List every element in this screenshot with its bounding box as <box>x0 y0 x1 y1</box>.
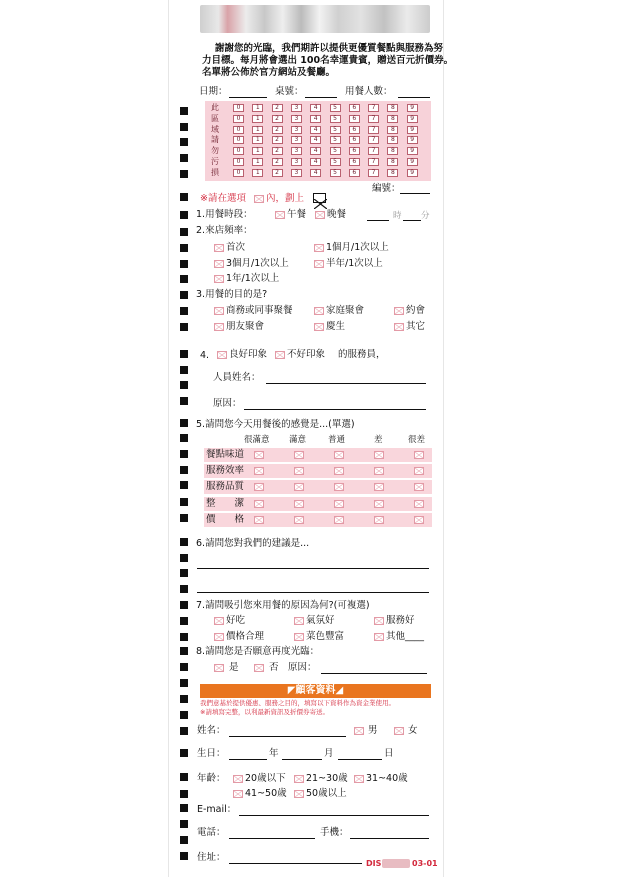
grid-digit-cell[interactable]: 0 <box>233 136 244 144</box>
mobile-input[interactable] <box>350 838 429 839</box>
month-label: 月 <box>324 748 334 759</box>
grid-digit-cell[interactable]: 6 <box>349 169 360 177</box>
grid-digit-cell[interactable]: 8 <box>387 136 398 144</box>
age-4: 50歲以上 <box>306 788 347 799</box>
q5-rating-checkbox[interactable] <box>254 500 264 508</box>
grid-digit-cell[interactable]: 3 <box>291 136 302 144</box>
q5-row-label: 服務品質 <box>206 481 245 493</box>
intro-line-1: 謝謝您的光臨，我們期許以提供更優質餐點與服務為努 <box>215 43 444 54</box>
phone-input[interactable] <box>229 838 315 839</box>
q5-label: 5.請問您今天用餐後的感覺是...(單選) <box>196 419 355 430</box>
customer-note-1: 我們意基於提供優惠、服務之目的，填寫以下資料作為資金業使用。 <box>200 699 395 707</box>
timing-mark <box>180 244 188 252</box>
intro-line-3: 名單將公佈於官方網站及餐廳。 <box>202 67 336 78</box>
grid-digit-cell[interactable]: 1 <box>252 104 263 112</box>
timing-mark <box>180 366 188 374</box>
grid-side-char: 勿 <box>211 146 219 156</box>
q3-opt-0-checkbox[interactable] <box>214 307 224 315</box>
grid-digit-cell[interactable]: 3 <box>291 104 302 112</box>
date-label: 日期： <box>199 86 228 97</box>
q5-rating-checkbox[interactable] <box>334 500 344 508</box>
grid-digit-cell[interactable]: 2 <box>272 147 283 155</box>
q2-opt-2-checkbox[interactable] <box>214 260 224 268</box>
grid-digit-cell[interactable]: 0 <box>233 158 244 166</box>
grid-digit-cell[interactable]: 1 <box>252 115 263 123</box>
timing-mark <box>180 820 188 828</box>
q7-opt-4-checkbox[interactable] <box>294 633 304 641</box>
birth-month-input[interactable] <box>282 759 322 760</box>
grid-digit-cell[interactable]: 9 <box>407 147 418 155</box>
customer-header: ◤顧客資料◢ <box>200 684 431 698</box>
grid-digit-cell[interactable]: 6 <box>349 158 360 166</box>
grid-digit-cell[interactable]: 2 <box>272 104 283 112</box>
grid-side-char: 域 <box>211 124 219 134</box>
grid-digit-cell[interactable]: 1 <box>252 147 263 155</box>
phone-label: 電話： <box>197 827 226 838</box>
grid-digit-cell[interactable]: 4 <box>310 147 321 155</box>
grid-digit-cell[interactable]: 8 <box>387 126 398 134</box>
grid-digit-cell[interactable]: 5 <box>330 136 341 144</box>
timing-mark <box>180 569 188 577</box>
age-0: 20歲以下 <box>245 773 286 784</box>
q5-rating-checkbox[interactable] <box>414 467 424 475</box>
grid-digit-cell[interactable]: 8 <box>387 158 398 166</box>
name-input[interactable] <box>229 736 346 737</box>
q8-reason: 原因： <box>288 662 317 673</box>
q7-opt-3-checkbox[interactable] <box>214 633 224 641</box>
age-1-checkbox[interactable] <box>294 775 304 783</box>
age-3: 41~50歲 <box>245 788 287 799</box>
age-3-checkbox[interactable] <box>233 790 243 798</box>
q2-opt-1-checkbox[interactable] <box>314 244 324 252</box>
q4-bad-checkbox[interactable] <box>275 351 285 359</box>
timing-mark <box>180 804 188 812</box>
timing-mark <box>180 450 188 458</box>
timing-mark <box>180 695 188 703</box>
timing-mark <box>180 749 188 757</box>
grid-digit-cell[interactable]: 7 <box>368 115 379 123</box>
q7-label: 7.請問吸引您來用餐的原因為何?(可複選) <box>196 600 370 611</box>
q8-reason-input[interactable] <box>321 673 427 674</box>
q5-rating-checkbox[interactable] <box>414 451 424 459</box>
address-input[interactable] <box>229 863 362 864</box>
q3-opt-4-checkbox[interactable] <box>314 323 324 331</box>
q5-scale-4: 很差 <box>408 435 426 445</box>
grid-digit-cell[interactable]: 3 <box>291 169 302 177</box>
q1-label: 1.用餐時段： <box>196 209 253 220</box>
grid-digit-cell[interactable]: 5 <box>330 169 341 177</box>
q4-good-checkbox[interactable] <box>217 351 227 359</box>
footer-code-prefix: DIS <box>366 859 382 868</box>
instruction-x-icon <box>313 193 326 203</box>
timing-mark <box>180 307 188 315</box>
grid-digit-cell[interactable]: 8 <box>387 147 398 155</box>
grid-digit-cell[interactable]: 2 <box>272 126 283 134</box>
grid-digit-cell[interactable]: 2 <box>272 115 283 123</box>
grid-digit-cell[interactable]: 1 <box>252 158 263 166</box>
q5-rating-checkbox[interactable] <box>374 467 384 475</box>
timing-mark <box>180 601 188 609</box>
q3-opt-2-checkbox[interactable] <box>394 307 404 315</box>
q7-opt-1-checkbox[interactable] <box>294 617 304 625</box>
q4-bad: 不好印象 <box>287 349 326 360</box>
q7-opt-0: 好吃 <box>226 615 246 626</box>
grid-digit-cell[interactable]: 7 <box>368 158 379 166</box>
address-label: 住址： <box>197 852 226 863</box>
intro-line-2: 力目標。每月將會選出 100名幸運貴賓，贈送百元折價券。 <box>202 55 454 66</box>
grid-digit-cell[interactable]: 4 <box>310 126 321 134</box>
timing-mark <box>180 679 188 687</box>
q5-rating-checkbox[interactable] <box>414 483 424 491</box>
timing-mark <box>180 138 188 146</box>
birth-day-input[interactable] <box>338 759 382 760</box>
logo-blur <box>200 5 430 33</box>
female-checkbox[interactable] <box>394 727 404 735</box>
q5-rating-checkbox[interactable] <box>254 483 264 491</box>
day-label: 日 <box>384 748 394 759</box>
timing-mark <box>180 170 188 178</box>
age-0-checkbox[interactable] <box>233 775 243 783</box>
instruction-prefix: ※請在選項 <box>200 193 246 204</box>
q2-opt-0-checkbox[interactable] <box>214 244 224 252</box>
q5-rating-checkbox[interactable] <box>374 516 384 524</box>
q3-opt-3-checkbox[interactable] <box>214 323 224 331</box>
table-label: 桌號： <box>275 86 304 97</box>
serial-label: 編號： <box>372 183 401 194</box>
timing-mark <box>180 617 188 625</box>
grid-digit-cell[interactable]: 1 <box>252 126 263 134</box>
timing-mark <box>180 211 188 219</box>
guests-label: 用餐人數： <box>345 86 393 97</box>
q5-row-label: 價 格 <box>206 513 245 525</box>
grid-digit-cell[interactable]: 7 <box>368 136 379 144</box>
q5-rating-checkbox[interactable] <box>254 516 264 524</box>
age-2: 31~40歲 <box>366 773 408 784</box>
q6-label: 6.請問您對我們的建議是... <box>196 538 310 549</box>
grid-digit-cell[interactable]: 8 <box>387 115 398 123</box>
q5-rating-checkbox[interactable] <box>254 467 264 475</box>
serial-input[interactable] <box>400 193 430 194</box>
grid-digit-cell[interactable]: 6 <box>349 147 360 155</box>
grid-digit-cell[interactable]: 7 <box>368 126 379 134</box>
q7-opt-4: 菜色豐富 <box>306 631 345 642</box>
timing-mark <box>180 585 188 593</box>
grid-digit-cell[interactable]: 5 <box>330 104 341 112</box>
q5-rating-checkbox[interactable] <box>334 451 344 459</box>
grid-digit-cell[interactable]: 9 <box>407 126 418 134</box>
q3-opt-4: 慶生 <box>326 321 346 332</box>
age-2-checkbox[interactable] <box>354 775 364 783</box>
timing-mark <box>180 773 188 781</box>
year-label: 年 <box>269 748 279 759</box>
timing-mark <box>180 123 188 131</box>
grid-digit-cell[interactable]: 4 <box>310 104 321 112</box>
timing-mark <box>180 228 188 236</box>
grid-digit-cell[interactable]: 6 <box>349 115 360 123</box>
q2-opt-2: 3個月/1次以上 <box>226 258 289 269</box>
timing-mark <box>180 790 188 798</box>
guests-input[interactable] <box>398 97 430 98</box>
timing-mark <box>180 350 188 358</box>
q5-rating-checkbox[interactable] <box>414 516 424 524</box>
q2-opt-3: 半年/1次以上 <box>326 258 383 269</box>
q2-opt-3-checkbox[interactable] <box>314 260 324 268</box>
footer-code-blur <box>382 859 410 868</box>
female-label: 女 <box>408 725 418 736</box>
q5-rating-checkbox[interactable] <box>334 516 344 524</box>
timing-mark <box>180 663 188 671</box>
q7-opt-1: 氣氛好 <box>306 615 335 626</box>
q5-row-label: 餐點味道 <box>206 449 245 460</box>
timing-mark <box>180 514 188 522</box>
grid-digit-cell[interactable]: 4 <box>310 158 321 166</box>
grid-digit-cell[interactable]: 5 <box>330 147 341 155</box>
grid-digit-cell[interactable]: 1 <box>252 169 263 177</box>
q2-opt-1: 1個月/1次以上 <box>326 242 389 253</box>
age-label: 年齡： <box>197 773 226 784</box>
q7-opt-3: 價格合理 <box>226 631 265 642</box>
grid-digit-cell[interactable]: 0 <box>233 126 244 134</box>
email-input[interactable] <box>239 815 429 816</box>
q5-row-label: 服務效率 <box>206 465 245 477</box>
q5-rating-checkbox[interactable] <box>334 467 344 475</box>
q5-rating-checkbox[interactable] <box>294 451 304 459</box>
grid-digit-cell[interactable]: 4 <box>310 136 321 144</box>
grid-side-char: 污 <box>211 157 219 166</box>
grid-digit-cell[interactable]: 6 <box>349 126 360 134</box>
timing-mark <box>180 260 188 268</box>
q2-opt-4-checkbox[interactable] <box>214 275 224 283</box>
grid-digit-cell[interactable]: 5 <box>330 126 341 134</box>
age-4-checkbox[interactable] <box>294 790 304 798</box>
timing-mark <box>180 381 188 389</box>
q3-opt-3: 朋友聚會 <box>226 321 265 332</box>
birth-year-input[interactable] <box>229 759 267 760</box>
q5-rating-checkbox[interactable] <box>374 451 384 459</box>
instruction-box <box>254 195 264 203</box>
timing-mark <box>180 397 188 405</box>
timing-mark <box>180 434 188 442</box>
q7-opt-2: 服務好 <box>386 615 415 626</box>
grid-digit-cell[interactable]: 7 <box>368 147 379 155</box>
timing-mark <box>180 538 188 546</box>
q2-opt-4: 1年/1次以上 <box>226 273 280 284</box>
q4-name-input[interactable] <box>266 383 426 384</box>
q3-opt-2: 約會 <box>406 305 426 316</box>
q5-rating-checkbox[interactable] <box>294 500 304 508</box>
grid-digit-cell[interactable]: 9 <box>407 158 418 166</box>
grid-digit-cell[interactable]: 4 <box>310 169 321 177</box>
q1-hour: 時 <box>393 211 402 221</box>
q4-tail: 的服務員， <box>338 349 386 360</box>
q5-scale-2: 普通 <box>328 435 346 445</box>
timing-mark <box>180 554 188 562</box>
q3-opt-5-checkbox[interactable] <box>394 323 404 331</box>
q3-opt-1: 家庭聚會 <box>326 305 365 316</box>
q8-label: 8.請問您是否願意再度光臨： <box>196 646 320 657</box>
grid-side-char: 損 <box>211 167 219 177</box>
grid-digit-cell[interactable]: 0 <box>233 104 244 112</box>
q3-opt-1-checkbox[interactable] <box>314 307 324 315</box>
q8-no-checkbox[interactable] <box>254 664 264 672</box>
timing-mark <box>180 852 188 860</box>
grid-digit-cell[interactable]: 3 <box>291 115 302 123</box>
grid-digit-cell[interactable]: 5 <box>330 158 341 166</box>
q5-row-label: 整 潔 <box>206 497 245 509</box>
grid-side-char: 此 <box>211 103 219 112</box>
q6-line-2[interactable] <box>197 592 429 593</box>
timing-mark <box>180 498 188 506</box>
q5-rating-checkbox[interactable] <box>414 500 424 508</box>
q8-yes-checkbox[interactable] <box>214 664 224 672</box>
q5-scale-1: 滿意 <box>289 435 307 445</box>
q5-scale-0: 很滿意 <box>244 435 270 445</box>
q1-dinner-checkbox[interactable] <box>315 211 325 219</box>
grid-digit-cell[interactable]: 3 <box>291 126 302 134</box>
grid-digit-cell[interactable]: 3 <box>291 158 302 166</box>
date-input[interactable] <box>229 97 267 98</box>
grid-digit-cell[interactable]: 0 <box>233 147 244 155</box>
timing-mark <box>180 193 188 201</box>
grid-digit-cell[interactable]: 0 <box>233 169 244 177</box>
q3-opt-5: 其它 <box>406 321 426 332</box>
timing-mark <box>180 323 188 331</box>
q1-minute: 分 <box>421 211 430 221</box>
q1-hour-input[interactable] <box>367 220 389 221</box>
q5-rating-checkbox[interactable] <box>294 516 304 524</box>
grid-digit-cell[interactable]: 3 <box>291 147 302 155</box>
q5-rating-checkbox[interactable] <box>374 483 384 491</box>
email-label: E-mail： <box>197 804 237 815</box>
q5-scale-3: 差 <box>374 435 383 445</box>
q7-opt-5: 其他____ <box>386 631 425 642</box>
timing-mark <box>180 466 188 474</box>
q5-rating-checkbox[interactable] <box>294 483 304 491</box>
timing-mark <box>180 291 188 299</box>
q5-rating-checkbox[interactable] <box>374 500 384 508</box>
grid-digit-cell[interactable]: 9 <box>407 115 418 123</box>
q8-no: 否 <box>269 662 279 673</box>
q7-opt-0-checkbox[interactable] <box>214 617 224 625</box>
age-1: 21~30歲 <box>306 773 348 784</box>
grid-digit-cell[interactable]: 9 <box>407 169 418 177</box>
male-checkbox[interactable] <box>354 727 364 735</box>
instruction-middle: 內，劃上 <box>266 193 305 204</box>
timing-mark <box>180 419 188 427</box>
grid-digit-cell[interactable]: 4 <box>310 115 321 123</box>
q5-rating-checkbox[interactable] <box>334 483 344 491</box>
grid-digit-cell[interactable]: 6 <box>349 104 360 112</box>
timing-mark <box>180 647 188 655</box>
grid-digit-cell[interactable]: 7 <box>368 169 379 177</box>
q4-num: 4. <box>200 350 210 361</box>
grid-side-char: 請 <box>211 135 219 145</box>
grid-digit-cell[interactable]: 1 <box>252 136 263 144</box>
mobile-label: 手機： <box>320 827 349 838</box>
q8-yes: 是 <box>229 662 239 673</box>
q4-reason-input[interactable] <box>244 409 426 410</box>
timing-mark <box>180 154 188 162</box>
timing-mark <box>180 711 188 719</box>
grid-digit-cell[interactable]: 6 <box>349 136 360 144</box>
q5-rating-checkbox[interactable] <box>294 467 304 475</box>
timing-mark <box>180 481 188 489</box>
grid-digit-cell[interactable]: 2 <box>272 169 283 177</box>
birthday-label: 生日： <box>197 748 226 759</box>
q2-label: 2.來店頻率： <box>196 225 253 236</box>
grid-side-char: 區 <box>211 113 219 123</box>
name-label: 姓名： <box>197 725 226 736</box>
q1-lunch: 午餐 <box>287 209 307 220</box>
table-input[interactable] <box>305 97 337 98</box>
timing-mark <box>180 275 188 283</box>
q1-lunch-checkbox[interactable] <box>275 211 285 219</box>
q5-rating-checkbox[interactable] <box>254 451 264 459</box>
q7-opt-2-checkbox[interactable] <box>374 617 384 625</box>
grid-digit-cell[interactable]: 9 <box>407 104 418 112</box>
q6-line-1[interactable] <box>197 568 429 569</box>
q1-minute-input[interactable] <box>403 220 421 221</box>
q4-name-label: 人員姓名： <box>213 372 261 383</box>
grid-digit-cell[interactable]: 0 <box>233 115 244 123</box>
grid-digit-cell[interactable]: 2 <box>272 136 283 144</box>
grid-digit-cell[interactable]: 7 <box>368 104 379 112</box>
grid-digit-cell[interactable]: 8 <box>387 104 398 112</box>
q7-opt-5-checkbox[interactable] <box>374 633 384 641</box>
timing-mark <box>180 107 188 115</box>
timing-mark <box>180 633 188 641</box>
q1-dinner: 晚餐 <box>327 209 347 220</box>
q4-good: 良好印象 <box>229 349 268 360</box>
customer-note-2: ※請填寫完整，以利最新資訊及折價券寄送。 <box>200 708 329 716</box>
footer-code-suffix: 03-01 <box>412 859 438 868</box>
grid-digit-cell[interactable]: 2 <box>272 158 283 166</box>
timing-mark <box>180 836 188 844</box>
grid-digit-cell[interactable]: 5 <box>330 115 341 123</box>
q3-label: 3.用餐的目的是? <box>196 289 268 300</box>
q4-reason-label: 原因： <box>213 398 242 409</box>
grid-digit-cell[interactable]: 8 <box>387 169 398 177</box>
q3-opt-0: 商務或同事聚餐 <box>226 305 293 316</box>
grid-digit-cell[interactable]: 9 <box>407 136 418 144</box>
timing-mark <box>180 727 188 735</box>
male-label: 男 <box>368 725 378 736</box>
q2-opt-0: 首次 <box>226 242 246 253</box>
